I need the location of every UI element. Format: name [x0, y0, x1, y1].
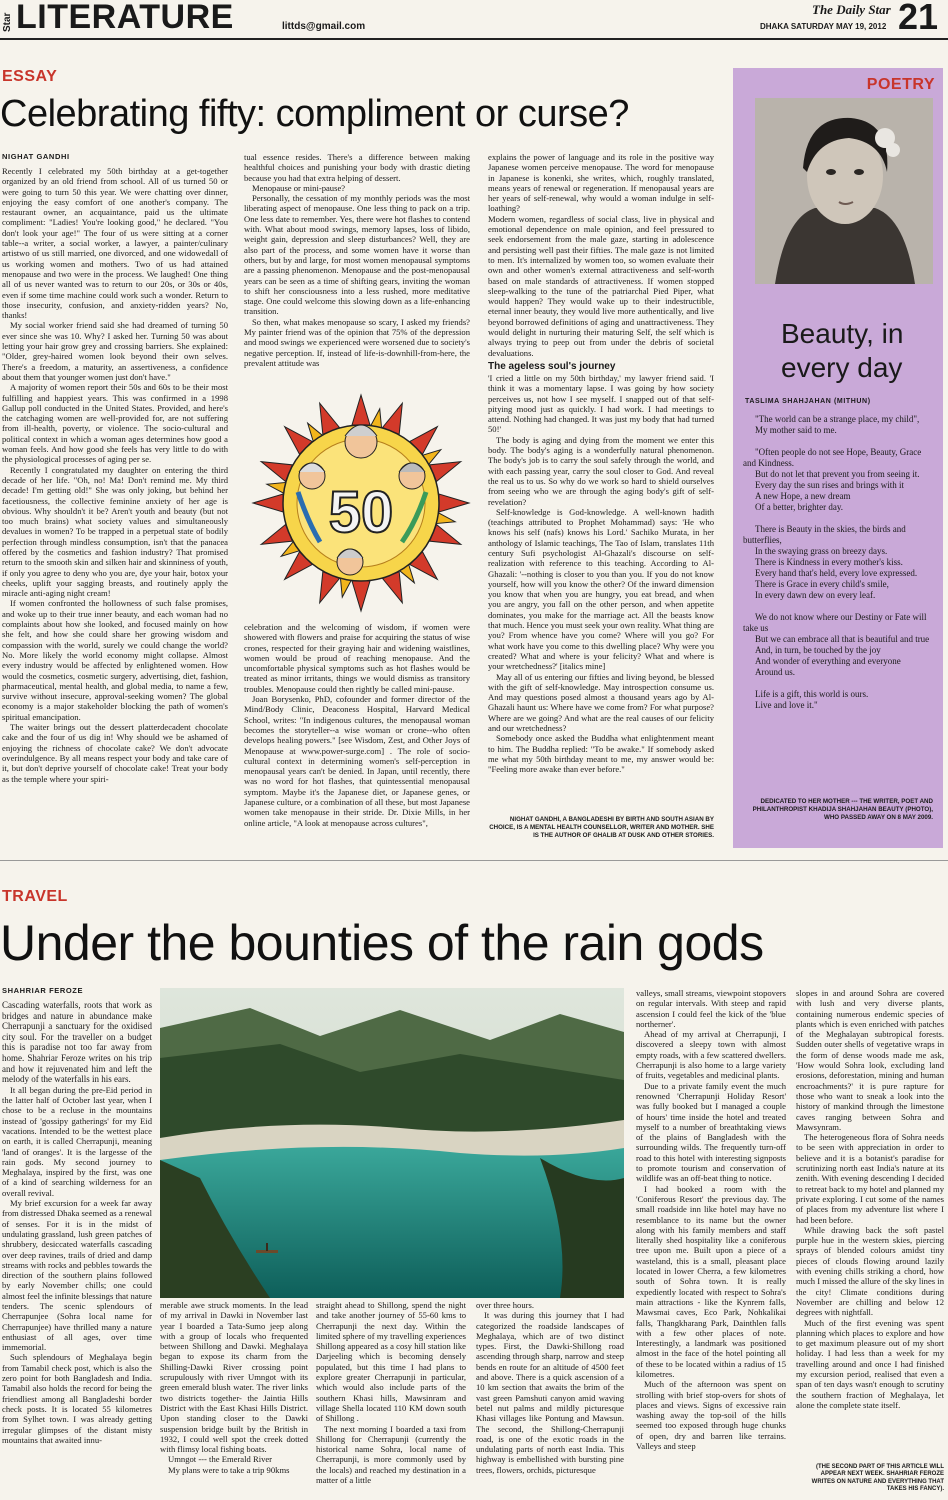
paragraph: If women confronted the hollowness of such false promises, and woke up to their true inner beauty, and each woman had no complaints about how she looked, and focused mainly on how she felt, and how she could share her growing wisdom and compassion with the world, surely we could change the world? No. More likely the world economy might collapse. Almost every industry would be affected by enlightened women. How would the cosmetics, cosmetic surgery, advertising, diet, fashion, pharmaceutical, mental health, and global media, to name a few, survive without insecure, approval-seeking women? The global economy is a major stakeholder blocking the path of women's spiritual emancipation.: [2, 598, 228, 722]
paragraph: Due to a private family event the much renowned 'Cherrapunji Holiday Resort' was fully booked but I managed a couple of hours' time inside the hotel and treated myself to a number of breathtaking views of the plains of Bangladesh with the surrounding wilds. The frequently turn-off road to this hotel with interesting signposts to promote tourism and conservation of wildlife was an off-beat thing to notice.: [636, 1080, 786, 1184]
poem-line: But we can embrace all that is beautiful and true: [755, 634, 930, 644]
paragraph: 'I cried a little on my 50th birthday,' my lawyer friend said. 'I think it was a momentary lapse. I was going by how society perceives us, not how I see myself. I snapped out of that self-pitying mood just as quickly. I had work. I had meetings to attend. Nothing had changed. It was just my body that had turned 50!': [488, 372, 714, 435]
poem-line: "The world can be a strange place, my child",: [755, 414, 920, 424]
poet-mother-photo: [755, 98, 933, 284]
masthead-rule: [0, 38, 948, 40]
essay-author-note: NIGHAT GANDHI, A BANGLADESHI BY BIRTH AND SOUTH ASIAN BY CHOICE, IS A MENTAL HEALTH COUNSELLOR, WRITER AND MOTHER. SHE IS THE AUTHOR OF GHALIB AT DUSK AND OTHER STORIES.: [489, 816, 714, 839]
poem-line: In the swaying grass on breezy days.: [755, 546, 888, 556]
essay-subhead: Menopause or mini-pause?: [252, 182, 346, 193]
paragraph: The heterogeneous flora of Sohra needs to be seen with appreciation in order to believe and it is a botanist's paradise for scrutinizing north east India's nature at its zenith. With evening descending I decided to retreat back to my hotel and planned my private exploring. I cut some of the names of places from my adventure list where I had been before.: [796, 1132, 944, 1225]
masthead-dateline: DHAKA SATURDAY MAY 19, 2012: [760, 22, 887, 31]
paragraph: Much of the afternoon was spent on strolling with brief stop-overs for shots of places and views. Signs of excessive rain washing away the top-soil of the hills seemed too exposed through huge chunks of open, dry and barren like terrains. Valleys and steep: [636, 1379, 786, 1452]
travel-headline: Under the bounties of the rain gods: [0, 915, 764, 971]
essay-byline: NIGHAT GANDHI: [2, 152, 70, 161]
masthead-section-title: LITERATURE: [16, 0, 234, 36]
poem-line: Of a better, brighter day.: [755, 502, 844, 512]
poem-line: We do not know where our Destiny or Fate will take us: [743, 612, 927, 633]
travel-continued-note: (THE SECOND PART OF THIS ARTICLE WILL APPEAR NEXT WEEK. SHAHRIAR FEROZE WRITES ON NATURE AND EVERYTHING THAT TAKES HIS FANCY).: [811, 1464, 944, 1493]
poem-line: There is Beauty in the skies, the birds and butterflies,: [743, 524, 906, 545]
paragraph: It all began during the pre-Eid period in the latter half of October last year, when I chose to be a recluse in the mountains instead of 'gossipy gatherings' for my Eid vacations. Intended to be the wettest place on earth, it is called Cherrapunji, meaning 'land of oranges'. It is the largesse of the rain gods. My second journey to Meghalaya, inspired by the first, was one of a kind of searching wilderness for an overall revival.: [2, 1084, 152, 1198]
paragraph: Recently I congratulated my daughter on entering the third decade of her life. "Oh, no! Ma! Don't remind me. My third decade! I'm getting old!" She was only joking, but behind her facetiousness, the collective feminine anxiety of her age is obvious. Why shouldn't it be? Aren't youth and beauty (but not too much brains) what society values and simultaneously devalues in women? To be trapped in a perpetual state of bodily perfection through mindless consumption, isn't that the panacea offered by the cosmetics and fashion industry? That promised return to the smooth skin and silken hair and skinniness of youth, if only you agree to deny who you are, dye your hair, botox your cheeks, uplift your sagging breasts, and routinely apply the miracle anti-aging night cream!: [2, 464, 228, 599]
travel-column-5: [636, 988, 786, 1500]
paragraph: My plans were to take a trip 90kms: [168, 1464, 290, 1475]
poetry-section-label: POETRY: [866, 76, 935, 93]
travel-byline: SHAHRIAR FEROZE: [2, 986, 84, 995]
paragraph: over three hours.: [476, 1300, 534, 1310]
poem-line: [743, 601, 935, 612]
essay-subhead-ageless: The ageless soul's journey: [488, 360, 616, 372]
poem-line: [743, 678, 935, 689]
poem-title-line-1: Beauty, in: [781, 318, 904, 349]
fifty-number: 50: [328, 480, 394, 545]
paragraph: The next morning I boarded a taxi from Shillong for Cherrapunji (currently the historical name Sohra, local name of Cherrapunji, is more commonly used by the locals) and reached my destination in a matter of a little: [316, 1423, 466, 1486]
masthead-star-mark: Star: [2, 12, 13, 32]
travel-column-4: [476, 1300, 624, 1500]
travel-column-3: [316, 1300, 466, 1500]
poem-line: But do not let that prevent you from seeing it.: [755, 469, 920, 479]
paragraph: Somebody once asked the Buddha what enlightenment meant to him. The Buddha replied: "To be awake." If somebody asked me what my 50th birthday meant to me, my answer would be: "Feeling more awake than ever before.": [488, 733, 714, 775]
paragraph: Modern women, regardless of social class, live in physical and emotional dependence on male opinion, and feel pressured to seek endorsement from the male gaze, starting in adolescence and persisting well past their fifties. The male gaze is not limited to men. It's internalized by women too, so women evaluate their own and other women's external attractiveness and self-worth based on male standards of attractiveness. If women stopped sleep-walking to the tune of the patriarchal Pied Piper, what would happen? They would wake up to their indestructible, eternal inner beauty, they would live more authentically, and live beyond borrowed definitions of aging and unattractiveness. They would delight in nurturing their maturing Self, the self which is always trying to peep out from under the debris of societal devaluations.: [488, 213, 714, 358]
travel-section-label: TRAVEL: [2, 888, 68, 905]
paragraph: straight ahead to Shillong, spend the night and take another journey of 55-60 kms to Cherrapunji the next day. Within the limited sphere of my travelling experiences Shillong appeared as a cosy hill station like Darjeeling which is becoming densely populated, but this time I had plans to explore greater Cherrapunji in particular, which would also include parts of the southern Khasi hills, Mawsinram and village Shella located 110 KM down south of Shillong .: [316, 1300, 466, 1424]
essay-column-2-bottom: [244, 622, 470, 848]
travel-subhead: Umngot --- the Emerald River: [168, 1454, 273, 1465]
paragraph: My social worker friend said she had dreamed of turning 50 ever since she was 10. Why? I asked her. Turning 50 was about letting your hair grow grey and crossing barriers. She explained: "Older, grey-haired women look beyond their own selves. There's a freedom, a maturity, an assertiveness, a confidence about them that younger women just don't have.": [2, 320, 228, 382]
masthead: [0, 0, 948, 40]
poem-line: There is Kindness in every mother's kiss.: [755, 557, 903, 567]
paragraph: May all of us entering our fifties and living beyond, be blessed with the gift of self-knowledge. May introspection consume us. And may questions posed almost a thousand years ago by Al-Ghazali haunt us: Where have we come from? For what purpose? Where are we going? And what are the real causes of our felicity and our wretchedness?: [488, 671, 714, 734]
poetry-box: [733, 68, 943, 848]
poem-line: [743, 436, 935, 447]
paragraph: Recently I celebrated my 50th birthday at a get-together organized by an old friend from school. All of us turned 50 or were going to turn 50 this year. We were chatting over dinner, enjoying the easy comfort of one another's company. The restaurant owner, an acquaintance, paid us the ultimate compliment: "Ladies! You're looking good," he declared. "You don't look your age!" The four of us were sitting at a corner table--a writer, a social worker, a lawyer, a painter/culinary artistwo of us still married, one divorced, and one widowedall of us working women and mothers. Two of us had attained menopause and two were in the process. We laughed! One thing all of us never wanted was to return to our 20s, or 30s or 40s, even if some time machine could work such a wonder. Return to those insecurity, confusion, and anxiety-ridden years? No, thanks!: [2, 166, 228, 321]
paragraph: merable awe struck moments. In the lead of my arrival in Dawki in November last year I boarded a Tata-Sumo jeep along with a group of locals who frequented between Shillong and Dawki. Meghalaya began to expose its charm from the Shilling-Dawki River crossing point scrupulously with river Umngot with its green emerald blush water. The river links two districts together- the Jaintia Hills District with the East Khasi Hills District. Upon standing closer to the Dawki suspension bridge built by the British in 1932, I could well spot the creek dotted with flimsy local fishing boats.: [160, 1300, 308, 1455]
page-number: 21: [898, 0, 939, 37]
poem-line: Every hand that's held, every love expressed.: [755, 568, 918, 578]
essay-column-2-top: [244, 152, 470, 384]
fifty-illustration: [250, 392, 472, 614]
poetry-dedication: DEDICATED TO HER MOTHER --- THE WRITER, POET AND PHILANTHROPIST KHADIJA SHAHJAHAN BEAUTY (PHOTO), WHO PASSED AWAY ON 8 MAY 2009.: [752, 798, 933, 821]
poem-line: Life is a gift, this world is ours.: [755, 689, 869, 699]
poem-line: A new Hope, a new dream: [755, 491, 851, 501]
paragraph: Such splendours of Meghalaya begin from Tamabil check post, which is also the zero point for both Bangladesh and India. Tamabil also holds the record for being the friendliest among all Bangladeshi border check posts. It is located 55 kilometres from Sylhet town. I was already getting irregular glimpses of the distant misty mountains that awaited innu-: [2, 1352, 152, 1445]
paragraph: valleys, small streams, viewpoint stopovers on regular intervals. With steep and rapid ascension I could feel the kick of the 'blue northerner'.: [636, 988, 786, 1029]
paragraph: slopes in and around Sohra are covered with lush and very diverse plants, containing numerous endemic species of plants which is even enriched with patches of the Meghalayan subtropical forests. Sudden outer shells of vegetative wraps in the form of dense woods made me ask, 'How would Sohra look, excluding land erosions, deforestation, mining and human encroachments?' it is pure rapture for those who want to sneak a look into the history of mankind through the limestone caves ranging between Sohra and Mawsynram.: [796, 988, 944, 1132]
travel-column-6: [796, 988, 944, 1458]
paragraph: My brief excursion for a week far away from distressed Dhaka seemed as a renewal of senses. For it is in the midst of undulating grassland, lush green patches of shrubbery, desiccated waterfalls cascading over deep ravines, trails of dried and damp streams with rocks and pebbles towards the direction of the southern plains followed by early November chills; one could almost feel the infinite blessings that nature tenders. The scenic splendours of Cherrapunjee (Sohra local name for Cherrapunjee) have thrilled many a nature enthusiast of all ages, over time immemorial.: [2, 1198, 152, 1353]
portrait-photo-icon: [755, 98, 933, 284]
poem-body: [743, 414, 935, 711]
paragraph: Ahead of my arrival at Cherrapunji, I discovered a sleepy town with almost empty roads, with a few scattered dwellers. Cherrapunji is also home to a large variety of fruits, vegetables and medicinal plants.: [636, 1029, 786, 1081]
masthead-email[interactable]: littds@gmail.com: [282, 21, 366, 32]
poem-line: And wonder of everything and everyone: [755, 656, 901, 666]
essay-column-3: [488, 152, 714, 816]
poem-line: Every day the sun rises and brings with it: [755, 480, 904, 490]
poem-line: Around us.: [755, 667, 795, 677]
paragraph: explains the power of language and its role in the positive way Japanese women perceive menopause. The word for menopause in Japanese is konenki, she writes, which, roughly translated, means years of renewal or regeneration. If menopausal years are her years of self-renewal, why would a woman indulge in self-loathing?: [488, 152, 714, 214]
travel-intro: Cascading waterfalls, roots that work as bridges and nature in abundance make Cherrapunji a sanctuary for the oxidised city soul. For the traveller on a budget this is paradise not too far away from home. Shahriar Feroze writes on his trip and how it rejuvenated him and left the melody of the waterfalls in his ears.: [2, 1000, 152, 1085]
sunburst-illustration-icon: [250, 392, 472, 614]
poem-line: In every dawn dew on every leaf.: [755, 590, 876, 600]
river-photo: [160, 988, 624, 1298]
poem-line: My mother said to me.: [755, 425, 837, 435]
paragraph: Joan Borysenko, PhD, cofounder and former director of the Mind/Body Clinic, Deaconess Hospital, Harvard Medical School, writes: "In indigenous cultures, the menopausal woman becomes the storyteller--a wise woman or crone--who often develops healing powers." [see Wisdom, Zest, and Other Joys of Menopause at www.power-surge.com] . The role of socio-cultural context in determining women's self-perception in menopausal years can't be denied. In Japan, until recently, there was no word for hot flashes, that quintessential menopausal symptom. Maybe it's the Japanese diet, or Japanese genes, or Japanese culture, or a combination of all these, but most Japanese women take menopause in their stride. Dr. Dixie Mills, in her online article, "A look at menopause across cultures",: [244, 694, 470, 828]
poem-line: And, in turn, be touched by the joy: [755, 645, 881, 655]
paragraph: So then, what makes menopause so scary, I asked my friends? My painter friend was of the opinion that 75% of the depression and mood swings we experienced were worsened due to society's negative perception. If, instead of life-is-downhill-from-here, the prevalent attitude was: [244, 316, 470, 368]
poem-line: There is Grace in every child's smile,: [755, 579, 889, 589]
paragraph: It was during this journey that I had categorized the roadside landscapes of Meghalaya, which are of two distinct types. First, the Dawki-Shillong road ascending through sharp, narrow and steep bends en route for an altitude of 4500 feet and above. There is a quick ascension of a 10 km section that awaits the brim of the vast green Pamshuti canyon amid waving betel nut palms and mildly picturesque Khasi villages like Pontung and Mawsun. The second, the Shillong-Cherrapunji road, is one of the exotic roads in the undulating parts of north east India. This highway is embellished with bursting pine trees, flowers, orchids, picturesque: [476, 1310, 624, 1475]
essay-section-label: ESSAY: [2, 68, 58, 85]
paragraph: tual essence resides. There's a difference between making healthful choices and punishing your body with drastic dieting because you had that extra helping of dessert.: [244, 152, 470, 183]
travel-column-1: [2, 1000, 152, 1500]
paragraph: Personally, the cessation of my monthly periods was the most liberating aspect of menopause. One less thing to pack on a trip. One less date to remember. Yes, there were hot flashes to contend with. What about mood swings, memory lapses, loss of libido, weight gain, depression and sleep disturbances? Well, they are also part of the process, and some women have it worse than others, but by and large, for most women menopausal symptoms are a passing phenomenon. Menopause and the post-menopausal years can be seen as a time of shifting gears, inviting the woman to shift her consciousness into a less rushed, more meditative stage. One could welcome this slowing down as a life-enhancing transition.: [244, 193, 470, 317]
paragraph: celebration and the welcoming of wisdom, if women were showered with flowers and praise for acquiring the status of wise crones, respected for their graying hair and widening waistlines, women would be proud of reaching menopause. And the uncomfortable physical symptoms such as hot flashes would be treated as minor irritants, things we would dismiss as transitory troubles. Menopause could then rightly be called mini-pause.: [244, 622, 470, 694]
paragraph: Much of the first evening was spent planning which places to explore and how to get maximum pleasure out of my short holiday. I had less than a week for my travelling around and once I had finished my excursion period, realised that even a span of ten days wasn't enough to scrutiny the southern fraction of Meghalaya, let alone the complete state itself.: [796, 1317, 944, 1410]
poem-line: Live and love it.": [755, 700, 818, 710]
section-divider: [0, 860, 948, 861]
poet-byline: TASLIMA SHAHJAHAN (MITHUN): [745, 398, 871, 405]
travel-column-2: [160, 1300, 308, 1500]
emerald-river-photo-icon: [160, 988, 624, 1298]
essay-column-1: [2, 166, 228, 846]
masthead-paper-name: The Daily Star: [812, 2, 891, 17]
poem-title-line-2: every day: [781, 352, 903, 383]
essay-headline: Celebrating fifty: compliment or curse?: [0, 93, 629, 135]
paragraph: I had booked a room with the 'Coniferous Resort' the previous day. The small roadside inn like hotel may have no resemblance to its name but the owner along with his family members and staff literally shed hospitality like a coniferous tree upon me. Built upon a piece of a wasteland, this is a small, pleasant place located in lower Cherra, a few kilometres south of Sohra town. It is really expediently located with respect to Sohra's main attractions - like the Kynrem falls, Mawsmai caves, Eco Park, Nohkalikai falls, Thangkharang Park, Dainthlen falls with a few other places of note. Interestingly, a landmark was positioned almost in the face of the hotel pointing all of these to be located within a radius of 15 kilometres.: [636, 1183, 786, 1379]
poem-line: [743, 513, 935, 524]
poem-line: "Often people do not see Hope, Beauty, Grace and Kindness.: [743, 447, 922, 468]
paragraph: While drawing back the soft pastel purple hue in the western skies, piercing sprays of blended colours amidst tiny pieces of clouds flowing around lazily with evening chills striking a chord, how much I missed the allure of the sky lines in the city! Climate conditions during November are chilling and below 12 degrees with nightfall.: [796, 1224, 944, 1318]
paragraph: The waiter brings out the dessert platterdecadent chocolate cake and the four of us dig in! Why should we be ashamed of enjoying the richness of chocolate cake? We don't advocate overindulgence. By all means respect your body and take care of it, but don't deprive yourself of chocolate cake! Treat your body as the temple where your spiri-: [2, 722, 228, 784]
paragraph: The body is aging and dying from the moment we enter this body. The body's aging is a wonderfully natural phenomenon. The body's job is to carry the soul safely through the world, and with each passing year, carry the soul closer to God. And reveal the real us to us. So why do we work so hard to shield ourselves from seeing who we are through the aging body's gift of self-revelation?: [488, 434, 714, 507]
paragraph: A majority of women report their 50s and 60s to be their most fulfilling and happiest years. This was confirmed in a 1998 Gallup poll conducted in the United States. Provided, and here's the catchaging women are well-provided for, are not suffering from ill-health, poverty, or violence. The socio-cultural and political context in which a woman ages determines how good a woman feels. And how good she feels has very little to do with the physiological processes of aging per se.: [2, 382, 228, 465]
paragraph: Self-knowledge is God-knowledge. A well-known hadith (teachings attributed to Prophet Mohammad) says: 'He who knows his self (nafs) knows his Lord.' Sachiko Murata, in her anthology of Islamic teachings, The Tao of Islam, translates 11th century Sufi psychologist Al-Ghazali's discourse on self-realization with reference to this teaching. According to Al-Ghazali: '--nothing is closer to you than you. If you do not know yourself, how will you know the other? Of the inward dimension you know that when you are hungry, you eat bread, and when you are angry, you fall on the other person, and when appetite dominates, you make for the marriage act. All the beasts know that much. Hence you must seek your own reality. What thing are you? From whence have you come? Where will you go? For what work have you come to this dwelling place? Why were you created? What and where is your felicity? What and where is your wretchedness?' [italics mine]: [488, 506, 714, 672]
